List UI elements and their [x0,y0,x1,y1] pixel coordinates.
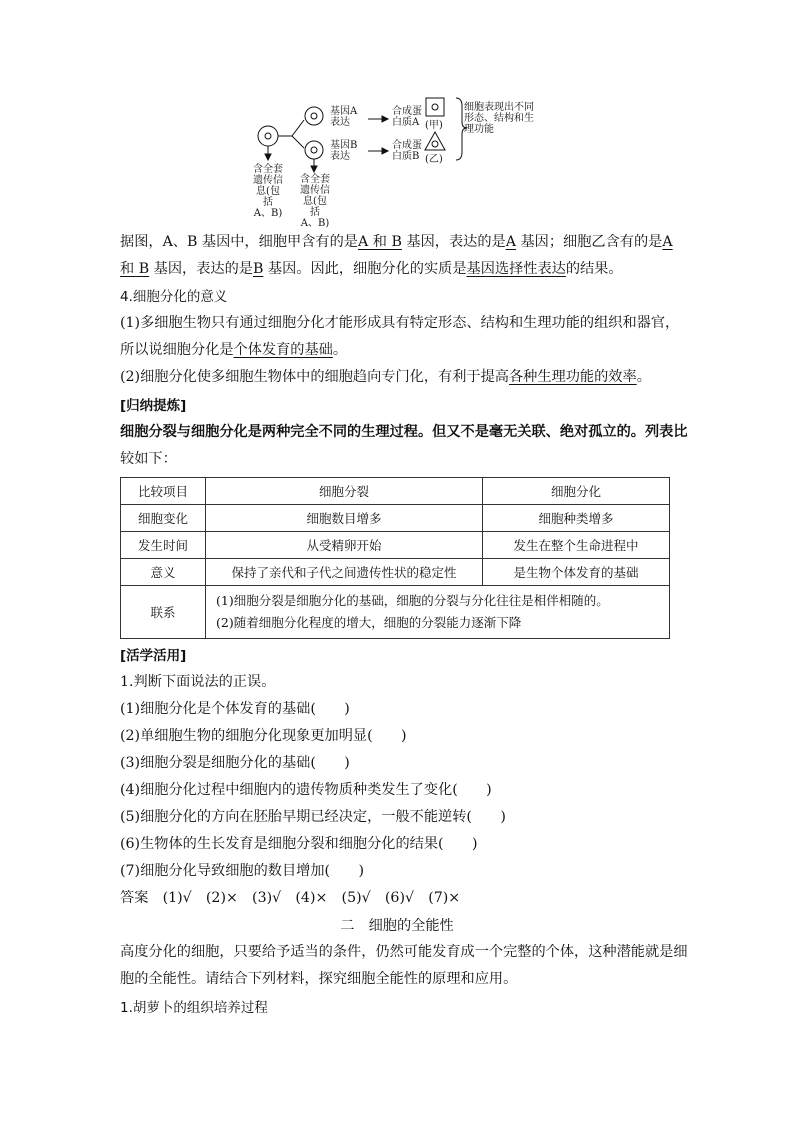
comparison-table [120,477,670,639]
table-row [121,559,670,586]
practice-answer: 答案 (1)√ (2)× (3)√ (4)× (5)√ (6)√ (7)× [120,890,461,906]
practice-question: 1.判断下面说法的正误。 [120,674,276,690]
practice-item: (3)细胞分裂是细胞分化的基础( ) [120,755,350,771]
totipotency-line1: 高度分化的细胞，只要给予适当的条件，仍然可能发育成一个完整的个体，这种潜能就是细 [120,944,688,960]
result-label: 细胞表现出不同 形态、结构和生 理功能 [464,102,534,135]
practice-item: (6)生物体的生长发育是细胞分裂和细胞分化的结果( ) [120,836,478,852]
summary-line2: 较如下： [120,451,177,467]
table-cell: 从受精卵开始 [206,532,483,559]
source-cell-icon [258,126,278,146]
protein-b-label: 合成蛋 白质B [392,140,422,162]
cell-jia-label: (甲) [425,120,443,131]
table-row [121,532,670,559]
practice-item: (4)细胞分化过程中细胞内的遗传物质种类发生了变化( ) [120,782,492,798]
summary-tag: [归纳提炼] [120,398,187,414]
practice-item: (1)细胞分化是个体发育的基础( ) [120,701,350,717]
significance-p1-line1: (1)多细胞生物只有通过细胞分化才能形成具有特定形态、结构和生理功能的组织和器官， [120,315,680,331]
table-header-cell: 细胞分化 [483,478,670,505]
practice-item: (7)细胞分化导致细胞的数目增加( ) [120,863,364,879]
table-cell: 意义 [121,559,206,586]
table-cell: 是生物个体发育的基础 [483,559,670,586]
table-cell: 细胞数目增多 [206,505,483,532]
cell-differentiation-diagram [250,92,550,229]
relation-cell [206,586,670,639]
gene-b-label: 基因B 表达 [330,140,358,162]
table-cell: 发生时间 [121,532,206,559]
heading-significance: 4.细胞分化的意义 [120,289,228,305]
table-cell: 细胞变化 [121,505,206,532]
protein-a-label: 合成蛋 白质A [392,106,422,128]
table-cell: 发生在整个生命进程中 [483,532,670,559]
heading-carrot: 1.胡萝卜的组织培养过程 [120,1000,268,1016]
para1-line2: 和 B 基因，表达的是B 基因。因此，细胞分化的实质是基因选择性表达的结果。 [120,261,623,277]
relation-line: (2)随着细胞分化程度的增大，细胞的分裂能力逐渐下降 [216,615,522,630]
table-cell: 细胞种类增多 [483,505,670,532]
table-row [121,505,670,532]
practice-tag: [活学活用] [120,648,187,664]
cell-yi-label: (乙) [425,154,443,165]
practice-item: (5)细胞分化的方向在胚胎早期已经决定，一般不能逆转( ) [120,809,506,825]
summary-line1: 细胞分裂与细胞分化是两种完全不同的生理过程。但又不是毫无关联、绝对孤立的。列表比 [120,424,688,440]
source-cell-label: 含全套 遗传信 息(包括 A、B) [253,164,283,219]
significance-p2: (2)细胞分化使多细胞生物体中的细胞趋向专门化，有利于提高各种生理功能的效率。 [120,369,651,385]
cell-jia-square-icon [426,98,444,116]
table-header-cell: 细胞分裂 [206,478,483,505]
section-title: 二 细胞的全能性 [340,918,454,934]
practice-item: (2)单细胞生物的细胞分化现象更加明显( ) [120,728,407,744]
upper-cell-icon [305,107,323,125]
table-row-relation [121,586,670,639]
table-header-cell: 比较项目 [121,478,206,505]
table-cell: 保持了亲代和子代之间遗传性状的稳定性 [206,559,483,586]
totipotency-line2: 胞的全能性。请结合下列材料，探究细胞全能性的原理和应用。 [120,971,518,987]
gene-a-label: 基因A 表达 [330,106,358,128]
table-cell: 联系 [121,586,206,639]
lower-cell-icon [305,141,323,159]
table-header-row [121,478,670,505]
relation-line: (1)细胞分裂是细胞分化的基础，细胞的分裂与分化往往是相伴相随的。 [216,593,609,608]
significance-p1-line2: 所以说细胞分化是个体发育的基础。 [120,342,348,358]
lower-cell-label: 含全套 遗传信 息(包括 A、B) [300,174,330,229]
para1-line1: 据图，A、B 基因中，细胞甲含有的是A 和 B 基因，表达的是A 基因；细胞乙含有的是A [120,234,673,250]
